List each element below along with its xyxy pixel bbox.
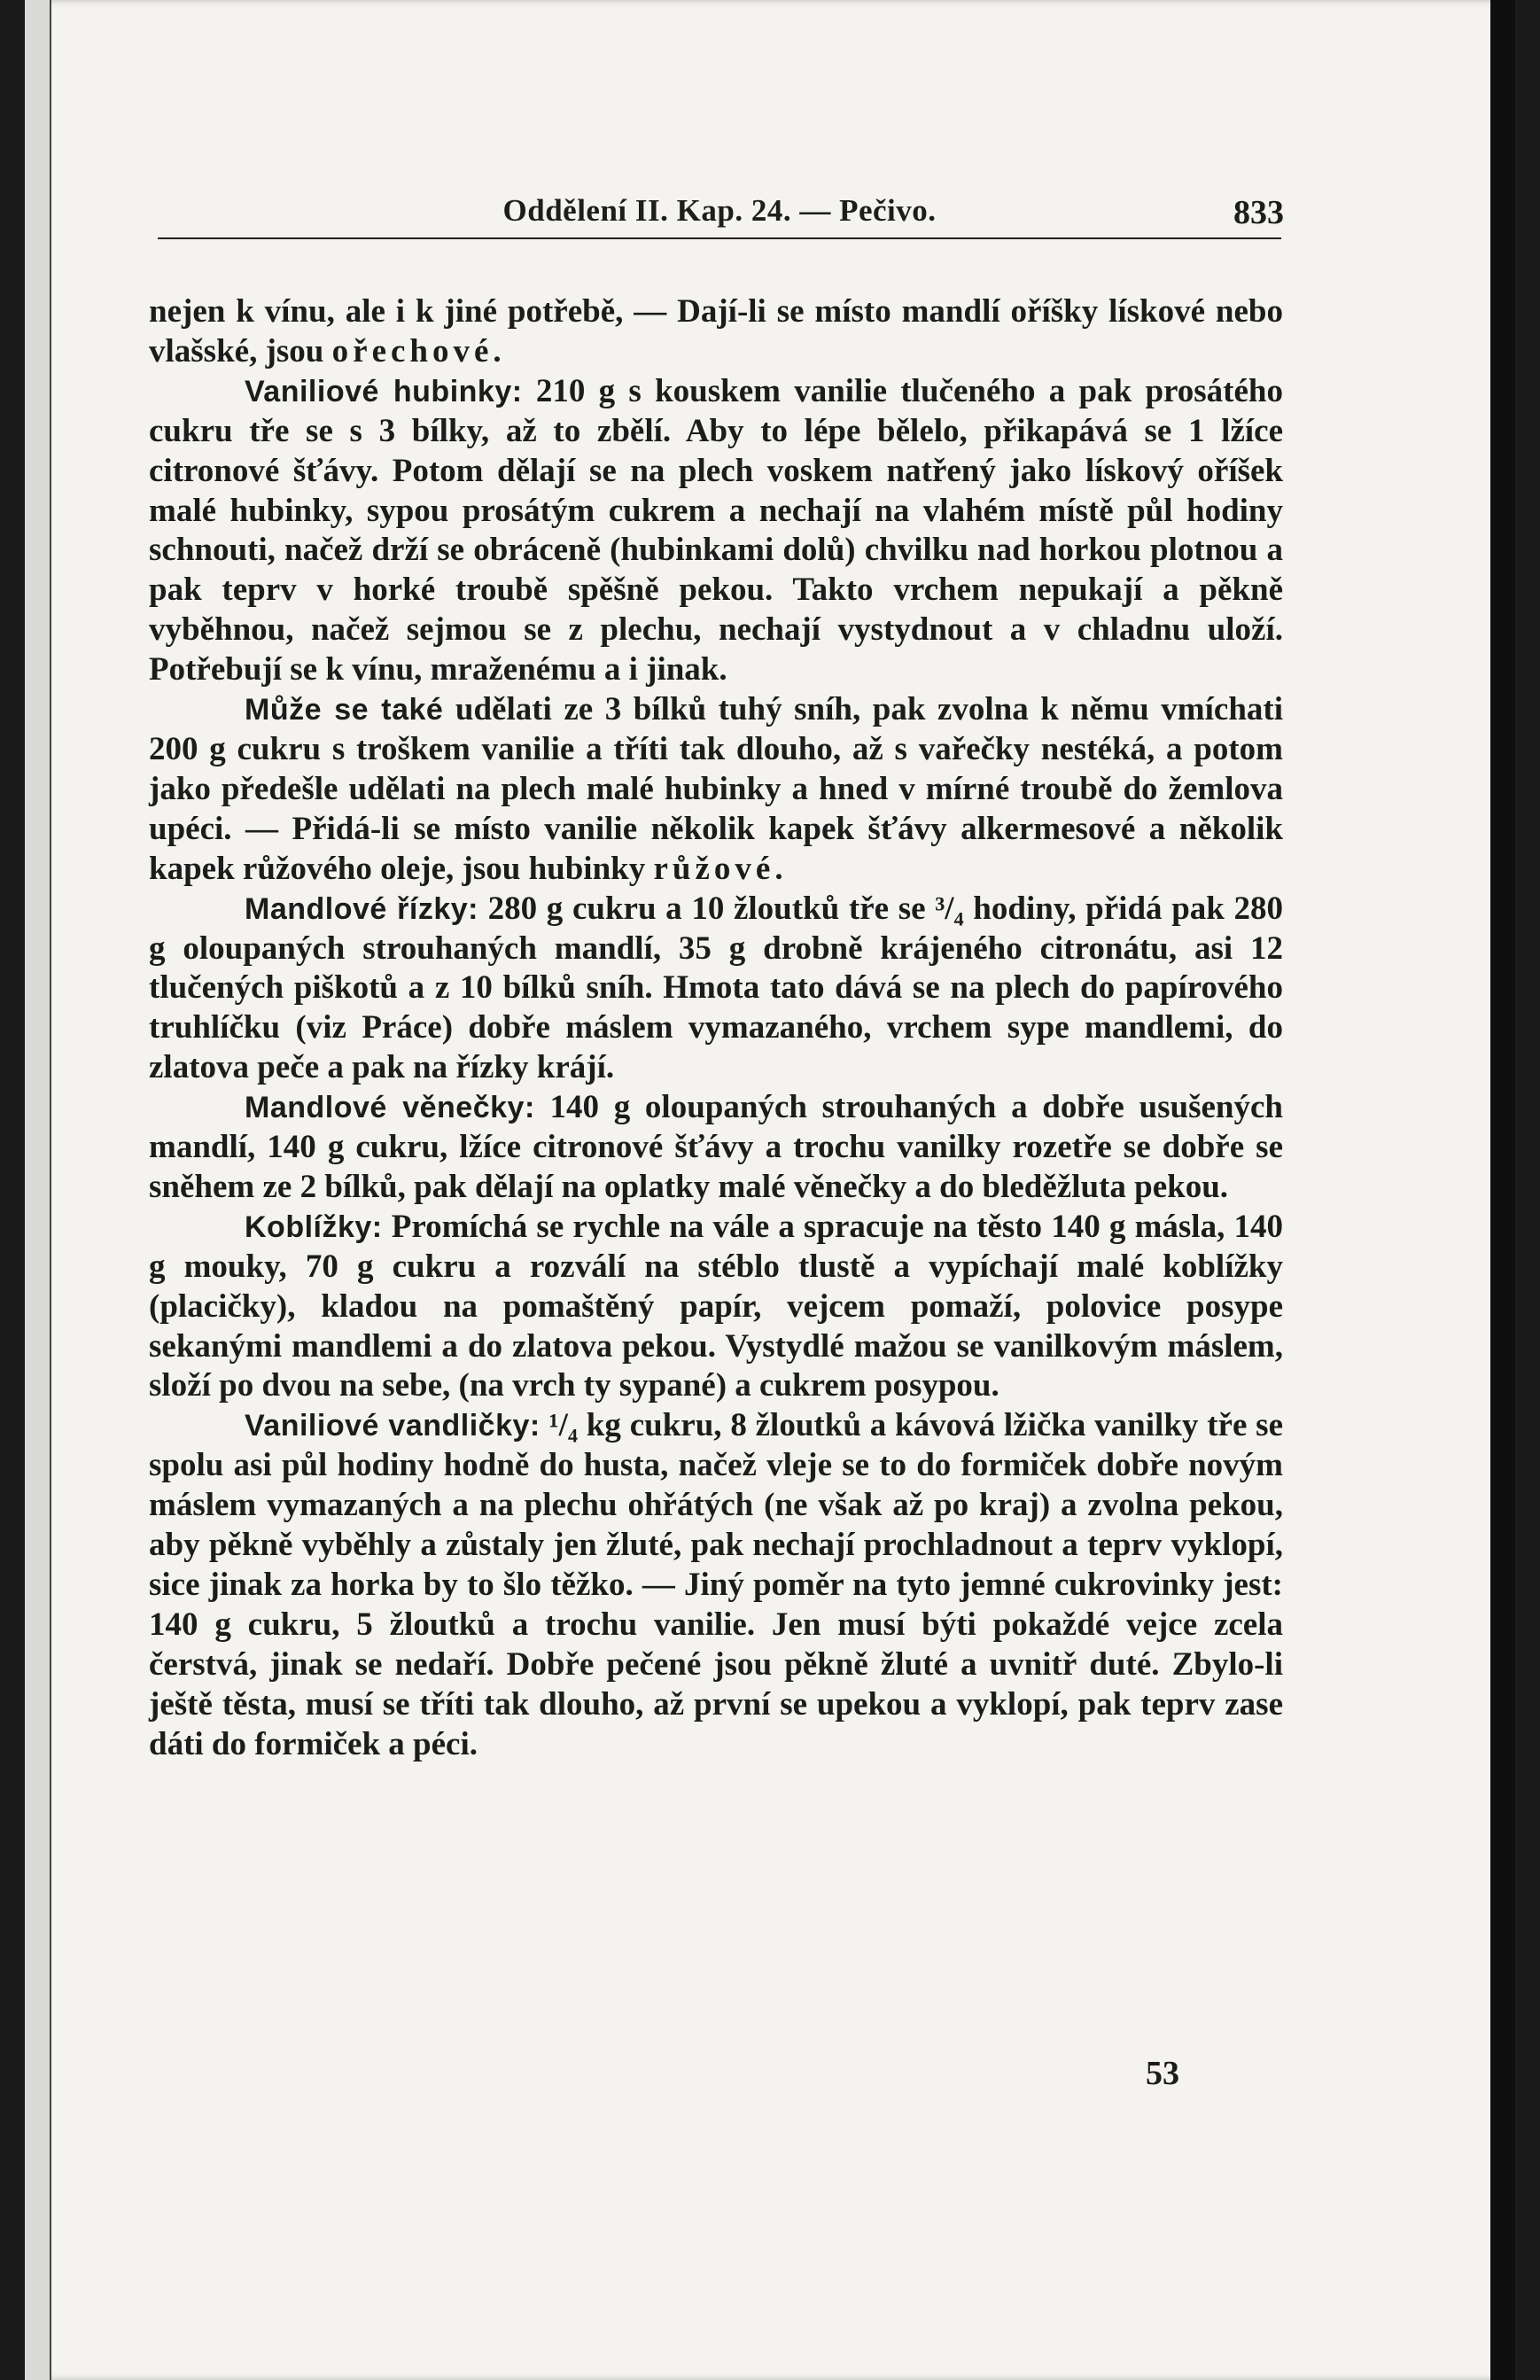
- book-page: [25, 0, 1515, 2380]
- paragraph-text: udělati ze 3 bílků tuhý sníh, pak zvolna k němu vmíchati 200 g cukru s troškem vanilie a tříti tak dlouho, až s vařečky nestéká, a potom jako předešle udělati na plech malé hubinky a hned v mírné troubě do žemlova upéci. — Přidá-li se místo vanilie několik kapek šťávy alkermesové a několik kapek růžového oleje, jsou hubinky: [149, 691, 1283, 887]
- recipe-heading: Může se také: [245, 693, 444, 727]
- recipe-heading: Mandlové řízky:: [245, 891, 478, 926]
- recipe-paragraph: [149, 1208, 1283, 1407]
- recipe-paragraph: [149, 372, 1283, 690]
- header-title: Oddělení II. Kap. 24. — Pečivo.: [502, 193, 937, 228]
- recipe-heading: Mandlové věnečky:: [245, 1091, 535, 1125]
- fraction: ¹/₄: [540, 1407, 578, 1444]
- recipe-heading: Koblížky:: [245, 1209, 383, 1244]
- page-number: 833: [1233, 194, 1284, 231]
- paragraph-text: 280 g cukru a 10 žloutků tře se: [478, 890, 936, 927]
- page-right-edge: [1490, 0, 1515, 2380]
- paragraph-text: hodiny, přidá pak 280 g oloupaných strouhaných mandlí, 35 g drobně krájeného citronátu, asi 12 tlučených piškotů a z 10 bílků sníh. Hmota tato dává se na plech do papírového truhlíčku (viz Práce) dobře máslem vymazaného, vrchem sype mandlemi, do zlatova peče a pak na řízky krájí.: [149, 890, 1284, 1086]
- paragraph-text: Promíchá se rychle na vále a spracuje na těsto 140 g másla, 140 g mouky, 70 g cukru a rozválí na stéblo tlustě a vypíchají malé koblížky (placičky), kladou na pomaštěný papír, vejcem pomaží, polovice posype sekanými mandlemi a do zlatova pekou. Vystydlé mažou se vanilkovým máslem, složí po dvou na sebe, (na vrch ty sypané) a cukrem posypou.: [149, 1208, 1283, 1404]
- recipe-heading: Vaniliové vandličky:: [245, 1409, 541, 1443]
- paragraph-text: 140 g oloupaných strouhaných a dobře usušených mandlí, 140 g cukru, lžíce citronové šťávy a trochu vanilky rozetře se dobře se sněhem ze 2 bílků, pak dělají na oplatky malé věnečky a do bleděžluta pekou.: [149, 1089, 1283, 1205]
- recipe-heading: Vaniliové hubinky:: [245, 374, 523, 408]
- paragraph-text: nejen k vínu, ale i k jiné potřebě, — Dají-li se místo mandlí oříšky lískové nebo vlašské, jsou: [149, 293, 1283, 369]
- recipe-paragraph: [149, 690, 1283, 890]
- paragraph-text: 210 g s kouskem vanilie tlučeného a pak prosátého cukru tře se s 3 bílky, až to zbělí. Aby to lépe bělelo, přikapává se 1 lžíce citronové šťávy. Potom dělají se na plech voskem natřený jako lískový oříšek malé hubinky, sypou prosátým cukrem a nechají na vlahém místě půl hodiny schnouti, načež drží se obráceně (hubinkami dolů) chvilku nad horkou plotnou a pak teprv v horké troubě spěšně pekou. Takto vrchem nepukají a pěkně vyběhnou, načež sejmou se z plechu, nechají vystydnout a v chladnu uloží. Potřebují se k vínu, mraženému a i jinak.: [149, 372, 1283, 688]
- paragraph-text: kg cukru, 8 žloutků a kávová lžička vanilky tře se spolu asi půl hodiny hodně do husta, načež vleje se to do formiček dobře novým máslem vymazaných a na plechu ohřátých (ne však až po kraj) a zvolna pekou, aby pěkně vyběhly a zůstaly jen žluté, pak nechají prochladnout a teprv vyklopí, sice jinak za horka by to šlo těžko. — Jiný poměr na tyto jemné cukrovinky jest: 140 g cukru, 5 žloutků a trochu vanilie. Jen musí býti pokaždé vejce zcela čerstvá, jinak se nedaří. Dobře pečené jsou pěkně žluté a uvnitř duté. Zbylo-li ještě těsta, musí se tříti tak dlouho, až první se upekou a vyklopí, pak teprv zase dáti do formiček a péci.: [149, 1407, 1283, 1762]
- spaced-term: ořechové: [331, 332, 494, 369]
- fraction: ³/₄: [935, 890, 964, 927]
- body-text: [149, 292, 1283, 1765]
- recipe-paragraph: [149, 1406, 1283, 1764]
- recipe-paragraph: [149, 1088, 1283, 1208]
- spaced-term: růžové: [653, 850, 775, 887]
- paragraph-text: .: [493, 332, 502, 369]
- recipe-paragraph: [149, 890, 1283, 1089]
- paragraph: [149, 292, 1283, 372]
- running-header: [158, 193, 1284, 239]
- page-left-edge: [25, 0, 51, 2380]
- paragraph-text: .: [774, 850, 783, 887]
- signature-mark: 53: [1146, 2055, 1179, 2092]
